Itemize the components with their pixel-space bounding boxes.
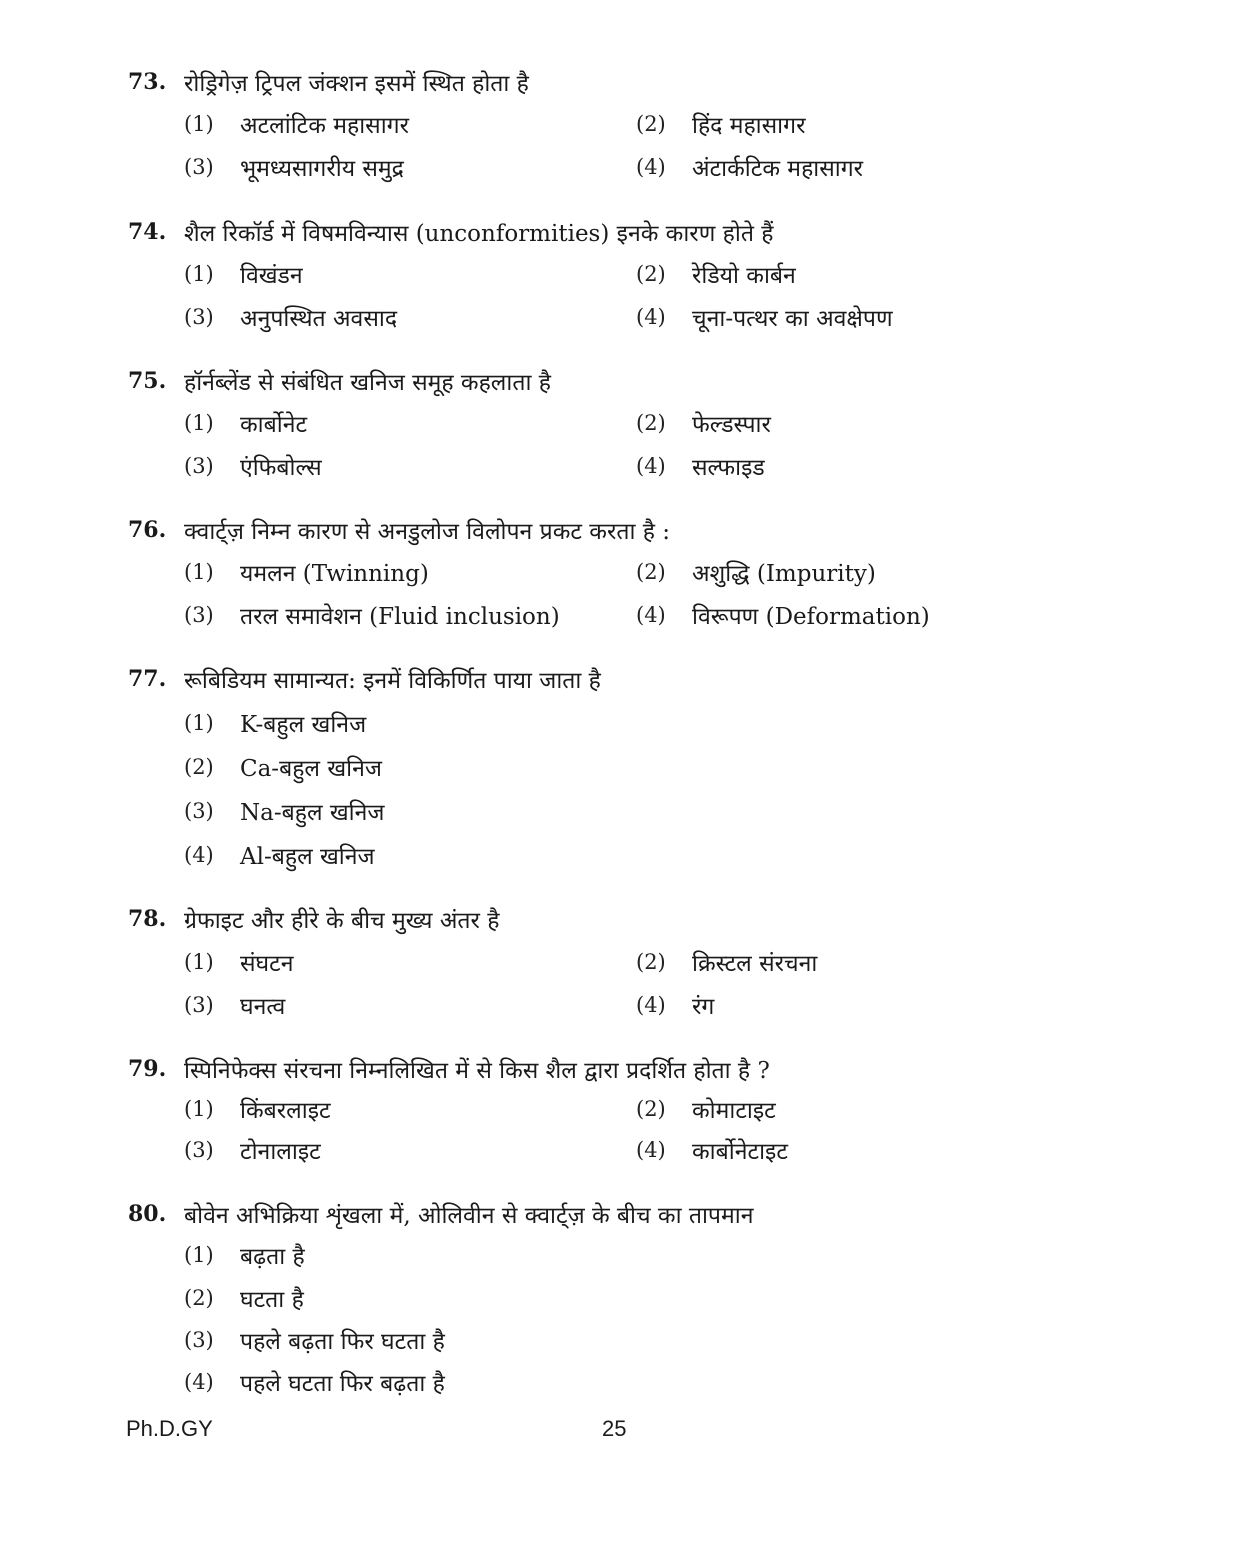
- option-number: (4): [636, 1138, 666, 1162]
- question-header: [128, 1197, 753, 1231]
- question-text: स्पिनिफेक्स संरचना निम्नलिखित में से किस शैल द्वारा प्रदर्शित होता है ?: [184, 1058, 770, 1084]
- option-number: (3): [184, 799, 214, 823]
- option-1: [184, 945, 294, 979]
- option-number: (4): [636, 155, 666, 179]
- option-text: चूना-पत्थर का अवक्षेपण: [692, 306, 893, 332]
- option-text: किंबरलाइट: [240, 1098, 331, 1124]
- option-text: यमलन (Twinning): [240, 561, 429, 587]
- question-text: ग्रेफाइट और हीरे के बीच मुख्य अंतर है: [184, 908, 500, 934]
- option-4: [636, 150, 863, 184]
- option-number: (1): [184, 262, 214, 286]
- paper-code: Ph.D.GY: [126, 1416, 213, 1441]
- option-2: [636, 257, 796, 291]
- question-header: [128, 364, 551, 398]
- option-3: [184, 1323, 445, 1357]
- question-header: [128, 215, 773, 249]
- option-text: अशुद्धि (Impurity): [692, 561, 876, 587]
- option-number: (3): [184, 1328, 214, 1352]
- option-text: बढ़ता है: [240, 1244, 305, 1270]
- option-4: [184, 838, 375, 872]
- option-2: [636, 555, 876, 589]
- option-text: Na-बहुल खनिज: [240, 800, 385, 826]
- option-text: भूमध्यसागरीय समुद्र: [240, 156, 404, 182]
- option-text: K-बहुल खनिज: [240, 712, 367, 738]
- option-text: अंटार्कटिक महासागर: [692, 156, 864, 182]
- option-3: [184, 988, 285, 1022]
- option-3: [184, 598, 560, 632]
- option-text: टोनालाइट: [240, 1139, 321, 1165]
- question-number: 76.: [128, 517, 167, 543]
- option-3: [184, 794, 384, 828]
- option-number: (1): [184, 1243, 214, 1267]
- page-number: 25: [602, 1416, 627, 1441]
- option-text: तरल समावेशन (Fluid inclusion): [240, 604, 560, 630]
- option-text: हिंद महासागर: [692, 113, 806, 139]
- option-text: विखंडन: [240, 263, 303, 289]
- option-number: (1): [184, 1097, 214, 1121]
- option-text: कोमाटाइट: [692, 1098, 776, 1124]
- option-number: (2): [636, 950, 666, 974]
- option-number: (4): [636, 603, 666, 627]
- option-4: [184, 1365, 445, 1399]
- option-1: [184, 555, 429, 589]
- option-4: [636, 988, 714, 1022]
- question-header: [128, 902, 499, 936]
- option-1: [184, 107, 409, 141]
- option-3: [184, 1133, 321, 1167]
- option-4: [636, 300, 893, 334]
- option-number: (2): [636, 1097, 666, 1121]
- option-text: Ca-बहुल खनिज: [240, 756, 382, 782]
- option-number: (4): [636, 454, 666, 478]
- option-number: (4): [636, 305, 666, 329]
- question-text: शैल रिकॉर्ड में विषमविन्यास (unconformities) इनके कारण होते हैं: [184, 221, 774, 247]
- option-1: [184, 706, 366, 740]
- option-number: (2): [636, 560, 666, 584]
- option-number: (3): [184, 155, 214, 179]
- option-2: [636, 945, 817, 979]
- question-number: 74.: [128, 219, 167, 245]
- question-text: हॉर्नब्लेंड से संबंधित खनिज समूह कहलाता है: [184, 370, 551, 396]
- option-number: (2): [636, 411, 666, 435]
- option-text: क्रिस्टल संरचना: [692, 951, 818, 977]
- option-1: [184, 406, 307, 440]
- option-text: कार्बोनेट: [240, 412, 308, 438]
- option-2: [636, 406, 771, 440]
- option-text: रेडियो कार्बन: [692, 263, 796, 289]
- question-number: 75.: [128, 368, 167, 394]
- option-number: (2): [184, 755, 214, 779]
- option-text: अटलांटिक महासागर: [240, 113, 410, 139]
- option-text: संघटन: [240, 951, 294, 977]
- option-number: (3): [184, 603, 214, 627]
- option-text: फेल्डस्पार: [692, 412, 771, 438]
- question-number: 73.: [128, 69, 167, 95]
- option-4: [636, 598, 930, 632]
- option-1: [184, 257, 303, 291]
- option-number: (4): [184, 843, 214, 867]
- question-text: बोवेन अभिक्रिया शृंखला में, ओलिवीन से क्वार्ट्ज़ के बीच का तापमान: [184, 1203, 754, 1229]
- option-number: (2): [636, 112, 666, 136]
- option-text: अनुपस्थित अवसाद: [240, 306, 398, 332]
- option-number: (3): [184, 1138, 214, 1162]
- option-text: विरूपण (Deformation): [692, 604, 930, 630]
- question-number: 79.: [128, 1056, 167, 1082]
- question-number: 77.: [128, 666, 167, 692]
- option-text: घनत्व: [240, 994, 286, 1020]
- option-number: (1): [184, 411, 214, 435]
- option-4: [636, 449, 765, 483]
- option-number: (3): [184, 993, 214, 1017]
- option-text: Al-बहुल खनिज: [240, 844, 375, 870]
- option-3: [184, 300, 397, 334]
- option-text: पहले घटता फिर बढ़ता है: [240, 1371, 445, 1397]
- option-number: (3): [184, 305, 214, 329]
- option-number: (4): [184, 1370, 214, 1394]
- option-3: [184, 449, 322, 483]
- option-2: [184, 750, 382, 784]
- option-text: पहले बढ़ता फिर घटता है: [240, 1329, 445, 1355]
- option-2: [636, 107, 805, 141]
- option-number: (2): [636, 262, 666, 286]
- option-4: [636, 1133, 788, 1167]
- option-number: (4): [636, 993, 666, 1017]
- option-2: [636, 1092, 776, 1126]
- question-header: [128, 662, 601, 696]
- question-text: क्वार्ट्ज़ निम्न कारण से अनडुलोज विलोपन प्रकट करता है :: [184, 519, 671, 545]
- option-number: (2): [184, 1286, 214, 1310]
- option-number: (1): [184, 711, 214, 735]
- option-text: सल्फाइड: [692, 455, 765, 481]
- question-number: 80.: [128, 1201, 167, 1227]
- option-text: कार्बोनेटाइट: [692, 1139, 788, 1165]
- option-number: (1): [184, 950, 214, 974]
- question-header: [128, 513, 670, 547]
- question-header: [128, 1052, 770, 1086]
- option-1: [184, 1238, 305, 1272]
- option-3: [184, 150, 404, 184]
- option-number: (3): [184, 454, 214, 478]
- question-text: रोड्रिगेज़ ट्रिपल जंक्शन इसमें स्थित होता है: [184, 71, 529, 97]
- option-2: [184, 1281, 304, 1315]
- question-number: 78.: [128, 906, 167, 932]
- option-text: रंग: [692, 994, 715, 1020]
- option-number: (1): [184, 112, 214, 136]
- option-text: घटता है: [240, 1287, 304, 1313]
- option-1: [184, 1092, 331, 1126]
- option-number: (1): [184, 560, 214, 584]
- option-text: एंफिबोल्स: [240, 455, 322, 481]
- question-text: रूबिडियम सामान्यत: इनमें विकिर्णित पाया जाता है: [184, 668, 601, 694]
- question-header: [128, 65, 529, 99]
